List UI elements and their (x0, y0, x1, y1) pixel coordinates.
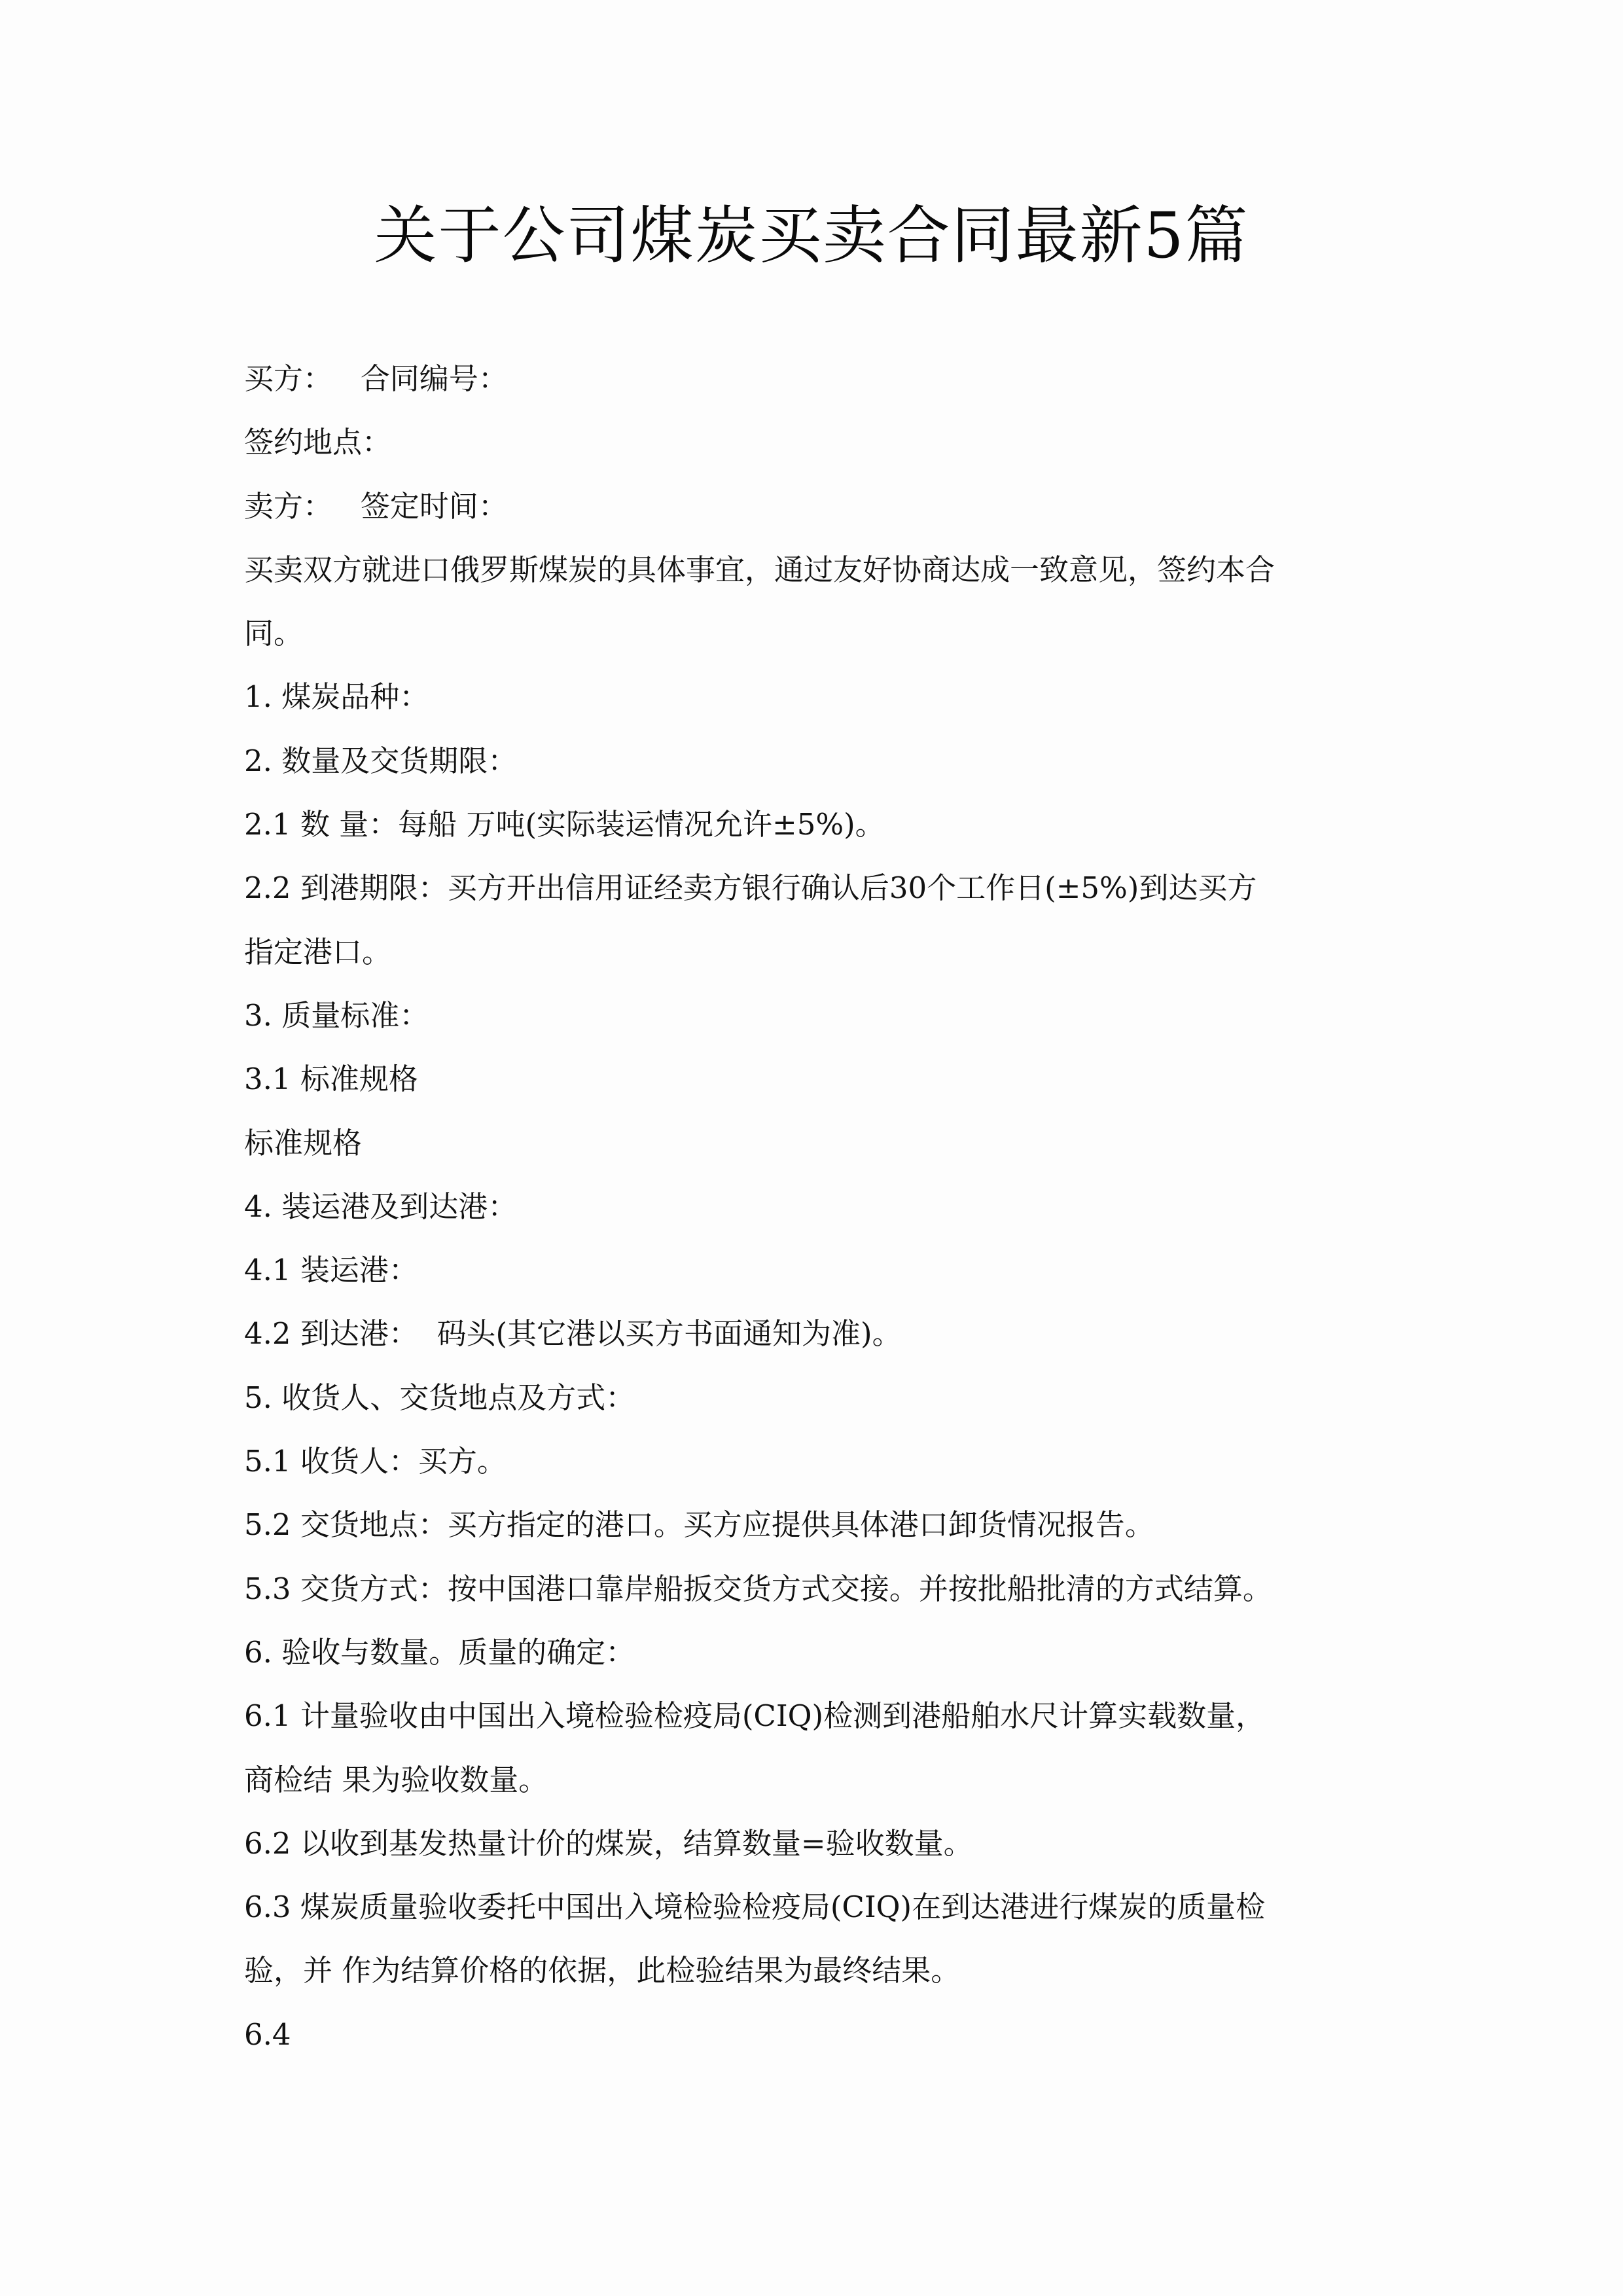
line-preamble: 买卖双方就进口俄罗斯煤炭的具体事宜，通过友好协商达成一致意见，签约本合 (244, 552, 1275, 587)
clause-5-2-delivery-place: 5.2 交货地点：买方指定的港口。买方应提供具体港口卸货情况报告。 (244, 1507, 1154, 1543)
clause-6-4: 6.4 (244, 2017, 291, 2052)
clause-6-1-measurement: 6.1 计量验收由中国出入境检验检疫局(CIQ)检测到港船舶水尺计算实载数量， (244, 1698, 1266, 1734)
clause-6-2-settlement: 6.2 以收到基发热量计价的煤炭，结算数量=验收数量。 (244, 1825, 973, 1861)
clause-6-3-cont: 验，并 作为结算价格的依据，此检验结果为最终结果。 (244, 1953, 961, 1988)
clause-2-1-quantity: 2.1 数 量：每船 万吨(实际装运情况允许±5%)。 (244, 807, 885, 842)
clause-2-2-cont: 指定港口。 (244, 934, 392, 969)
clause-5-3-delivery-method: 5.3 交货方式：按中国港口靠岸船扳交货方式交接。并按批船批清的方式结算。 (244, 1571, 1272, 1606)
clause-2-2-arrival-deadline: 2.2 到港期限：买方开出信用证经卖方银行确认后30个工作日(±5%)到达买方 (244, 870, 1257, 906)
document-title: 关于公司煤炭买卖合同最新5篇 (374, 199, 1249, 272)
section-4-ports: 4. 装运港及到达港： (244, 1189, 518, 1224)
spec-label: 标准规格 (244, 1125, 363, 1160)
clause-6-1-cont: 商检结 果为验收数量。 (244, 1762, 548, 1797)
document-body (244, 347, 1409, 2066)
section-1-coal-type: 1. 煤炭品种： (244, 679, 429, 715)
line-signing-place: 签约地点： (244, 425, 392, 460)
clause-5-1-consignee: 5.1 收货人：买方。 (244, 1444, 507, 1479)
clause-3-1-spec: 3.1 标准规格 (244, 1062, 418, 1097)
section-5-consignee-delivery: 5. 收货人、交货地点及方式： (244, 1380, 635, 1415)
section-6-inspection: 6. 验收与数量。质量的确定： (244, 1634, 635, 1670)
section-2-quantity-delivery: 2. 数量及交货期限： (244, 743, 518, 778)
clause-4-2-destination-port: 4.2 到达港： 码头(其它港以买方书面通知为准)。 (244, 1316, 902, 1352)
clause-6-3-quality-inspection: 6.3 煤炭质量验收委托中国出入境检验检疫局(CIQ)在到达港进行煤炭的质量检 (244, 1890, 1266, 1925)
section-3-quality-standard: 3. 质量标准： (244, 997, 429, 1033)
clause-4-1-loading-port: 4.1 装运港： (244, 1253, 418, 1288)
line-buyer-contract-no: 买方： 合同编号： (244, 361, 508, 396)
line-preamble-cont: 同。 (244, 616, 304, 651)
line-seller-signing-time: 卖方： 签定时间： (244, 488, 508, 524)
